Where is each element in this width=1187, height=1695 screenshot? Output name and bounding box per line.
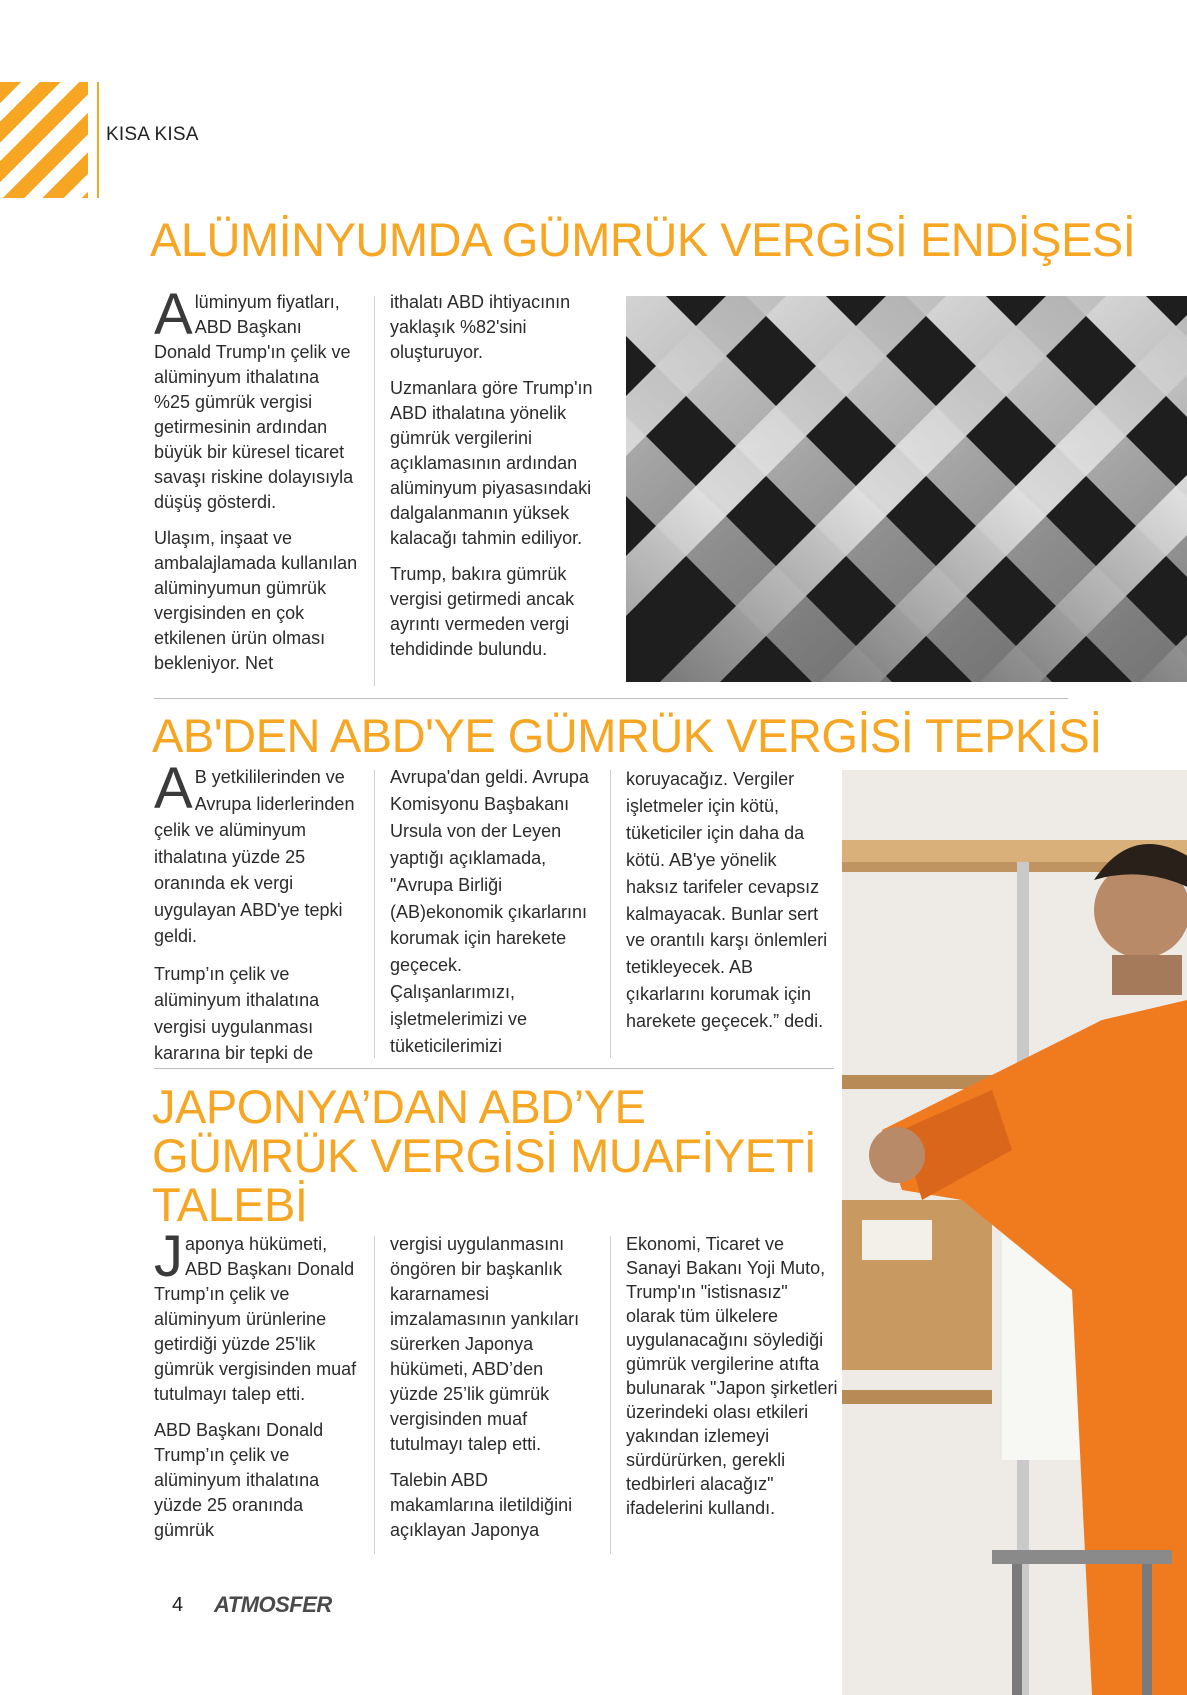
article-3-column-2 bbox=[390, 1232, 596, 1554]
article-2-column-2 bbox=[390, 764, 590, 1071]
article-3-paragraph: Talebin ABD makamlarına iletildiğini açıklayan Japonya bbox=[390, 1470, 573, 1540]
section-divider bbox=[154, 698, 1068, 699]
drop-cap: A bbox=[154, 756, 193, 821]
aluminium-lattice-image bbox=[626, 296, 1187, 682]
article-2-column-3 bbox=[626, 766, 832, 1046]
column-divider bbox=[610, 770, 611, 1058]
column-divider bbox=[374, 296, 375, 686]
article-1-title: ALÜMİNYUMDA GÜMRÜK VERGİSİ ENDİŞESİ bbox=[150, 213, 1136, 266]
column-divider bbox=[610, 1236, 611, 1554]
article-3-title: JAPONYA’DAN ABD’YE GÜMRÜK VERGİSİ MUAFİYETİ TALEBİ bbox=[152, 1080, 817, 1231]
article-2-title: AB'DEN ABD'YE GÜMRÜK VERGİSİ TEPKİSİ bbox=[152, 709, 1102, 762]
article-1-paragraph: Uzmanlara göre Trump'ın ABD ithalatına yönelik gümrük vergilerini açıklamasının ardından alüminyum piyasasındaki dalgalanmanın yüksek kalacağı tahmin ediliyor. bbox=[390, 378, 593, 548]
drop-cap: A bbox=[154, 282, 193, 347]
article-1-paragraph: Alüminyum fiyatları, ABD Başkanı Donald Trump'ın çelik ve alüminyum ithalatına %25 gümrük vergisi getirmesinin ardından büyük bir küresel ticaret savaşı riskine dolayısıyla düşüş gösterdi. bbox=[154, 282, 354, 512]
article-3-paragraph: ABD Başkanı Donald Trump’ın çelik ve alüminyum ithalatına yüzde 25 oranında gümrük bbox=[154, 1420, 324, 1540]
atmosfer-logo: ATMOSFER bbox=[214, 1592, 332, 1617]
header-accent-bar bbox=[97, 82, 99, 198]
article-1-paragraph: Trump, bakıra gümrük vergisi getirmedi ancak ayrıntı vermeden vergi tehdidinde bulundu. bbox=[390, 564, 575, 659]
article-3-column-3 bbox=[626, 1232, 838, 1531]
worker-photo bbox=[842, 770, 1187, 1695]
article-2-paragraph: koruyacağız. Vergiler işletmeler için kötü, tüketiciler için daha da kötü. AB'ye yönelik haksız tarifeler cevapsız kalmayacak. Bunlar sert ve orantılı karşı önlemleri tetikleyecek. AB çıkarlarını korumak için harekete geçecek.” dedi. bbox=[626, 769, 828, 1032]
article-2-column-1 bbox=[154, 756, 360, 1078]
article-3-paragraph: vergisi uygulanmasını öngören bir başkanlık kararnamesi imzalamasının yankıları sürerken Japonya hükümeti, ABD’den yüzde 25’lik gümrük vergisinden muaf tutulmayı talep etti. bbox=[390, 1234, 580, 1454]
article-2-paragraph: Avrupa'dan geldi. Avrupa Komisyonu Başbakanı Ursula von der Leyen yaptığı açıklamada, "Avrupa Birliği (AB)ekonomik çıkarlarını korumak için harekete geçecek. Çalışanlarımızı, işletmelerimizi ve tüketicilerimizi bbox=[390, 767, 589, 1057]
article-1-column-2 bbox=[390, 290, 610, 673]
column-divider bbox=[374, 770, 375, 1058]
article-2-paragraph: Trump’ın çelik ve alüminyum ithalatına vergisi uygulanması kararına bir tepki de bbox=[154, 963, 320, 1063]
article-1-paragraph: ithalatı ABD ihtiyacının yaklaşık %82'sini oluşturuyor. bbox=[390, 292, 571, 362]
section-divider bbox=[154, 1068, 834, 1069]
article-3-paragraph: Ekonomi, Ticaret ve Sanayi Bakanı Yoji Muto, Trump'ın "istisnasız" olarak tüm ülkelere uygulanacağını söylediği gümrük vergilerine atıfta bulunarak "Japon şirketleri üzerindeki olası etkileri yakından izlemeyi sürdürürken, gerekli tedbirleri alacağız" ifadelerini kullandı. bbox=[626, 1234, 838, 1518]
article-3-paragraph: Japonya hükümeti, ABD Başkanı Donald Trump’ın çelik ve alüminyum ürünlerine getirdiği yüzde 25'lik gümrük vergisinden muaf tutulmayı talep etti. bbox=[154, 1224, 357, 1404]
stripe-accent-decoration bbox=[0, 82, 88, 198]
article-1-column-1 bbox=[154, 282, 360, 687]
article-1-paragraph: Ulaşım, inşaat ve ambalajlamada kullanılan alüminyumun gümrük vergisinden en çok etkilenen ürün olması bekleniyor. Net bbox=[154, 528, 358, 673]
drop-cap: J bbox=[154, 1224, 183, 1289]
article-3-column-1 bbox=[154, 1224, 366, 1554]
section-label: KISA KISA bbox=[106, 124, 199, 145]
article-2-paragraph: A B yetkililerinden ve Avrupa liderlerinden çelik ve alüminyum ithalatına yüzde 25 oranında ek vergi uygulayan ABD'ye tepki geldi. bbox=[154, 756, 355, 946]
page-number: 4 bbox=[172, 1594, 184, 1616]
column-divider bbox=[374, 1236, 375, 1554]
